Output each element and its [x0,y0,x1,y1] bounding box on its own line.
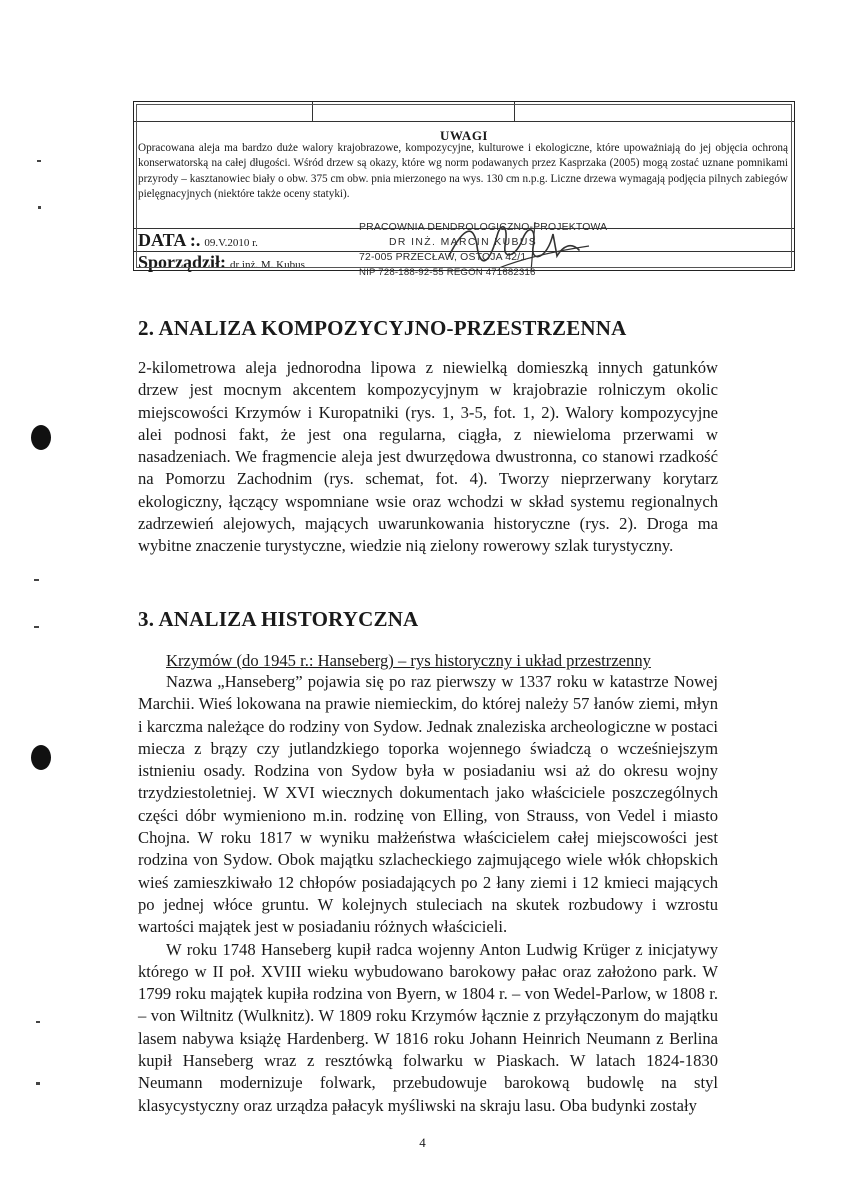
scan-speck [36,1021,40,1023]
scan-speck [36,1082,40,1085]
section2-paragraph: 2-kilometrowa aleja jednorodna lipowa z niewielką domieszką innych gatunków drzew jest mocnym akcentem kompozycyjnym w krajobrazie rolniczym okolic miejscowości Krzymów i Kuropatniki (rys. 1, 3-5, fot. 1, 2). Walory kompozycyjne alei podnosi fakt, że jest ona regularna, ciągła, z niewieloma przerwami w nasadzeniach. We fragmencie aleja jest dwurzędowa dwustronna, co stanowi rzadkość na Pomorzu Zachodnim (rys. schemat, fot. 4). Tworzy nieprzerwany korytarz ekologiczny, łączący wspomniane wsie oraz wchodzi w skład systemu regionalnych zadrzewień alejowych, mających uwarunkowania historyczne (rys. 2). Droga ma wybitne znaczenie turystyczne, wiedzie nią zielony rowerowy szlak turystyczny. [138,358,718,556]
uwagi-title: UWAGI [439,128,488,143]
stamp-line: DR INŻ. MARCIN KUBUS [389,237,538,248]
section3-body [138,671,718,1117]
handwritten-signature [439,216,609,274]
punch-hole [31,745,51,770]
form-top-row [134,102,794,122]
page-number: 4 [419,1135,426,1150]
stamp-line: NIP 728-188-92-55 REGON 471682316 [359,267,536,278]
author-label: Sporządził: [138,252,226,272]
form-empty-cell [312,102,515,121]
date-field [138,230,258,251]
form-empty-cell [134,102,313,121]
author-field [138,252,305,273]
punch-hole [31,425,51,450]
author-value: dr inż. M. Kubus [230,259,305,271]
section3-heading: 3. ANALIZA HISTORYCZNA [138,607,419,631]
stamp-line: PRACOWNIA DENDROLOGICZNO-PROJEKTOWA [359,222,608,233]
section3-paragraph-2: W roku 1748 Hanseberg kupił radca wojenny Anton Ludwig Krüger z inicjatywy którego w II poł. XVIII wieku wybudowano barokowy pałac oraz założono park. W 1799 roku majątek kupiła rodzina von Byern, w 1804 r. – von Wedel-Parlow, w 1808 r. – von Wiltnitz (Wulknitz). W 1809 roku Krzymów łącznie z przyłączonym do majątku lasem nabywa książę Hardenberg. W 1816 roku Johann Heinrich Neumann z Berlina kupił Hanseberg wraz z resztówką folwarku w Piaskach. W latach 1824-1830 Neumann modernizuje folwark, przebudowuje barokową budowlę na styl klasycystyczny oraz urządza pałacyk myśliwski na skraju lasu. Oba budynki zostały [138,939,718,1115]
date-label: DATA :. [138,230,201,250]
section3-subheading: Krzymów (do 1945 r.: Hanseberg) – rys historyczny i układ przestrzenny [166,651,651,670]
scan-speck [34,579,39,581]
scan-speck [37,160,41,162]
scan-speck [34,626,39,628]
section3-paragraph-1: Nazwa „Hanseberg” pojawia się po raz pierwszy w 1337 roku w katastrze Nowej Marchii. Wieś lokowana na prawie niemieckim, do której należy 57 łanów ziemi, młyn i karczma należące do rodziny von Sydow. Jednak znaleziska archeologiczne w postaci miecza z brązy czy jutlandzkiego toporka wojennego świadczą o wcześniejszym istnieniu osady. Rodzina von Sydow była w posiadaniu wsi aż do okresu wojny trzydziestoletniej. W XVI wiecznych dokumentach jako właściciele poszczególnych części dóbr wymieniono m.in. rodzinę von Elling, von Strauss, von Vedel i miasto Chojna. W roku 1817 w wyniku małżeństwa właścicielem całej miejscowości jest rodzina von Sydow. Obok majątku szlacheckiego zajmującego wiele włók chłopskich wieś zamieszkiwało 12 chłopów posiadających po 2 łany ziemi i 12 kmieci mających po jednej włóce gruntu. W kolejnych stuleciach na skutek rozbudowy i wzrostu wartości majątek jest w posiadaniu różnych właścicieli. [138,672,718,937]
section2-heading: 2. ANALIZA KOMPOZYCYJNO-PRZESTRZENNA [138,316,627,340]
form-box [133,101,795,278]
uwagi-text: Opracowana aleja ma bardzo duże walory krajobrazowe, kompozycyjne, kulturowe i ekologiczne, które upoważniają do jej objęcia ochroną konserwatorską na całej długości. Wśród drzew są okazy, które wg norm podawanych przez Kasprzaka (2005) mogą zostać uznane pomnikami przyrody – kasztanowiec biały o obw. 375 cm obw. pnia mierzonego na wys. 130 cm n.p.g. Liczne drzewa wymagają podjęcia pilnych zabiegów pielęgnacyjnych (niektóre także oceny statyki). [138,142,788,201]
stamp-line: 72-005 PRZECŁAW, OSTOJA 42/1 [359,252,527,263]
section2-body [138,357,718,558]
scan-speck [38,206,41,209]
date-value: 09.V.2010 r. [204,237,258,249]
